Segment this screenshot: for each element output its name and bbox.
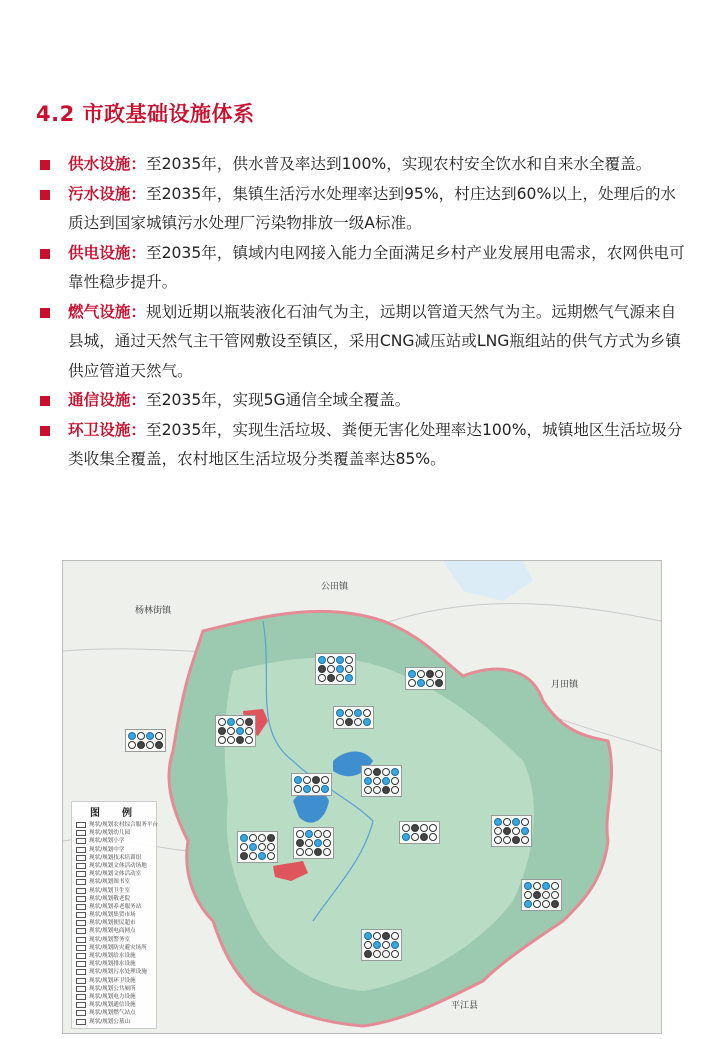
- infrastructure-list: [38, 150, 688, 475]
- facility-cluster: [315, 653, 356, 685]
- legend-label: 现状/规划便民超市: [89, 920, 136, 927]
- legend-symbol-icon: [76, 871, 86, 877]
- bullet-square-icon: [40, 190, 50, 200]
- facility-icon: [327, 674, 335, 682]
- facility-icon: [314, 839, 322, 847]
- facility-cluster: [491, 815, 532, 847]
- legend-label: 现状/规划小学: [89, 838, 125, 845]
- item-label: 通信设施：: [68, 391, 146, 409]
- facility-icon: [494, 827, 502, 835]
- legend-symbol-icon: [76, 822, 86, 828]
- legend-label: 现状/规划文体活动场地: [89, 862, 147, 869]
- facility-icon: [373, 941, 381, 949]
- facility-icon: [512, 836, 520, 844]
- legend-label: 现状/规划敬老院: [89, 895, 131, 902]
- legend-symbol-icon: [76, 945, 86, 951]
- list-item: [38, 180, 688, 239]
- legend-label: 现状/规划电商网点: [89, 928, 136, 935]
- facility-icon: [512, 818, 520, 826]
- town-label-yuetian: 月田镇: [551, 680, 579, 690]
- facility-cluster: [333, 706, 374, 729]
- item-label: 环卫设施：: [68, 420, 146, 439]
- facility-icon: [373, 950, 381, 958]
- facility-icon: [218, 727, 226, 735]
- facility-cluster: [215, 715, 256, 747]
- facility-icon: [524, 900, 532, 908]
- facility-icon: [391, 786, 399, 794]
- legend-label: 现状/规划文体活动室: [89, 871, 142, 878]
- facility-icon: [336, 674, 344, 682]
- legend-label: 现状/规划污水处理设施: [89, 969, 147, 976]
- facility-icon: [240, 852, 248, 860]
- legend-label: 现状/规划电力设施: [89, 993, 136, 1000]
- facility-icon: [521, 836, 529, 844]
- facility-icon: [240, 843, 248, 851]
- facility-icon: [542, 882, 550, 890]
- facility-icon: [321, 785, 329, 793]
- legend-label: 现状/规划公墓山: [89, 1018, 131, 1025]
- facility-cluster: [361, 929, 402, 961]
- legend-title: 图 例: [90, 808, 138, 819]
- facility-icon: [408, 670, 416, 678]
- facility-cluster: [399, 821, 440, 844]
- legend-symbol-icon: [76, 888, 86, 894]
- legend-label: 现状/规划排水设施: [89, 961, 136, 968]
- facility-icon: [373, 786, 381, 794]
- legend-label: 现状/规划幼儿园: [89, 830, 131, 837]
- facility-icon: [345, 674, 353, 682]
- legend-symbol-icon: [76, 896, 86, 902]
- facility-icon: [364, 768, 372, 776]
- legend-symbol-icon: [76, 961, 86, 967]
- facility-icon: [155, 732, 163, 740]
- legend-symbol-icon: [76, 1002, 86, 1008]
- facility-icon: [435, 670, 443, 678]
- legend-label: 现状/规划技术培训组: [89, 854, 142, 861]
- facility-icon: [303, 785, 311, 793]
- item-label: 污水设施：: [68, 184, 146, 203]
- facility-cluster: [405, 667, 446, 690]
- facility-icon: [318, 656, 326, 664]
- facility-icon: [435, 679, 443, 687]
- facility-icon: [249, 852, 257, 860]
- facility-icon: [503, 818, 511, 826]
- facility-icon: [542, 900, 550, 908]
- facility-icon: [391, 932, 399, 940]
- facility-icon: [533, 882, 541, 890]
- facility-icon: [420, 833, 428, 841]
- facility-icon: [364, 777, 372, 785]
- facility-icon: [128, 732, 136, 740]
- facility-icon: [227, 718, 235, 726]
- facility-icon: [391, 768, 399, 776]
- facility-icon: [391, 777, 399, 785]
- list-item: [38, 416, 688, 475]
- legend-symbol-icon: [76, 953, 86, 959]
- facility-icon: [314, 848, 322, 856]
- facility-icon: [146, 732, 154, 740]
- facility-icon: [327, 665, 335, 673]
- facility-icon: [336, 718, 344, 726]
- bullet-square-icon: [40, 396, 50, 406]
- list-item: [38, 386, 688, 416]
- facility-icon: [227, 727, 235, 735]
- facility-icon: [327, 656, 335, 664]
- facility-icon: [128, 741, 136, 749]
- facility-icon: [521, 827, 529, 835]
- facility-icon: [240, 834, 248, 842]
- infrastructure-map: [62, 560, 662, 1034]
- facility-icon: [236, 727, 244, 735]
- facility-icon: [382, 768, 390, 776]
- facility-icon: [321, 776, 329, 784]
- legend-label: 现状/规划环卫设施: [89, 977, 136, 984]
- facility-icon: [503, 827, 511, 835]
- legend-symbol-icon: [76, 904, 86, 910]
- facility-icon: [420, 824, 428, 832]
- legend-symbol-icon: [76, 912, 86, 918]
- item-label: 供水设施：: [68, 155, 146, 173]
- legend-symbol-icon: [76, 969, 86, 975]
- legend-symbol-icon: [76, 879, 86, 885]
- facility-icon: [318, 665, 326, 673]
- facility-icon: [533, 900, 541, 908]
- facility-icon: [245, 718, 253, 726]
- facility-icon: [417, 670, 425, 678]
- town-label-pingjiang: 平江县: [451, 1001, 479, 1011]
- facility-icon: [417, 679, 425, 687]
- legend-label: 现状/规划集贸市场: [89, 912, 136, 919]
- item-text: 规划近期以瓶装液化石油气为主，远期以管道天然气为主。远期燃气气源来自县城，通过天然气主干管网敷设至镇区，采用CNG减压站或LNG瓶组站的供气方式为乡镇供应管道天然气。: [68, 302, 681, 380]
- facility-icon: [524, 891, 532, 899]
- bullet-square-icon: [40, 160, 50, 170]
- bullet-square-icon: [40, 426, 50, 436]
- facility-icon: [345, 665, 353, 673]
- facility-icon: [323, 848, 331, 856]
- facility-icon: [218, 736, 226, 744]
- facility-icon: [382, 932, 390, 940]
- legend-label: 现状/规划养老服务站: [89, 903, 142, 910]
- town-label-gongtian: 公田镇: [321, 582, 349, 592]
- facility-icon: [236, 736, 244, 744]
- item-text: 至2035年，镇域内电网接入能力全面满足乡村产业发展用电需求，农网供电可靠性稳步提升。: [68, 243, 685, 291]
- legend-label: 现状/规划公共厕所: [89, 985, 136, 992]
- facility-icon: [137, 732, 145, 740]
- facility-icon: [296, 839, 304, 847]
- legend-label: 现状/规划燃气站点: [89, 1010, 136, 1017]
- facility-icon: [363, 709, 371, 717]
- facility-icon: [363, 718, 371, 726]
- facility-icon: [303, 776, 311, 784]
- facility-icon: [551, 891, 559, 899]
- legend-symbol-icon: [76, 1010, 86, 1016]
- town-label-yanglin: 杨林街镇: [135, 606, 172, 616]
- legend-label: 现状/规划中学: [89, 846, 125, 853]
- legend-symbol-icon: [76, 847, 86, 853]
- facility-icon: [402, 824, 410, 832]
- list-item: [38, 239, 688, 298]
- facility-icon: [294, 776, 302, 784]
- facility-cluster: [293, 827, 334, 859]
- facility-icon: [429, 824, 437, 832]
- facility-cluster: [361, 765, 402, 797]
- facility-icon: [426, 679, 434, 687]
- facility-icon: [155, 741, 163, 749]
- facility-icon: [294, 785, 302, 793]
- facility-icon: [258, 852, 266, 860]
- facility-icon: [305, 830, 313, 838]
- facility-icon: [542, 891, 550, 899]
- item-label: 燃气设施：: [68, 302, 146, 321]
- facility-icon: [426, 670, 434, 678]
- legend-symbol-icon: [76, 937, 86, 943]
- facility-icon: [249, 843, 257, 851]
- facility-icon: [312, 785, 320, 793]
- facility-icon: [336, 709, 344, 717]
- facility-icon: [267, 834, 275, 842]
- legend-symbol-icon: [76, 994, 86, 1000]
- facility-icon: [364, 786, 372, 794]
- facility-icon: [345, 656, 353, 664]
- facility-icon: [364, 941, 372, 949]
- facility-icon: [249, 834, 257, 842]
- facility-icon: [227, 736, 235, 744]
- facility-icon: [524, 882, 532, 890]
- facility-icon: [318, 674, 326, 682]
- facility-icon: [345, 718, 353, 726]
- item-text: 至2035年，实现5G通信全域全覆盖。: [145, 391, 411, 409]
- legend-item: [72, 1018, 156, 1026]
- facility-icon: [402, 833, 410, 841]
- facility-icon: [364, 932, 372, 940]
- facility-icon: [382, 941, 390, 949]
- bullet-square-icon: [40, 308, 50, 318]
- legend-label: 现状/规划农村综合服务平台: [89, 822, 159, 828]
- facility-icon: [267, 843, 275, 851]
- facility-icon: [137, 741, 145, 749]
- facility-cluster: [291, 773, 332, 796]
- facility-icon: [354, 709, 362, 717]
- facility-icon: [411, 833, 419, 841]
- facility-icon: [391, 941, 399, 949]
- legend-label: 现状/规划给水设施: [89, 953, 136, 959]
- legend-symbol-icon: [76, 838, 86, 844]
- facility-icon: [336, 656, 344, 664]
- legend-symbol-icon: [76, 863, 86, 869]
- list-item: [38, 150, 688, 180]
- facility-icon: [382, 786, 390, 794]
- facility-icon: [354, 718, 362, 726]
- legend-symbol-icon: [76, 920, 86, 926]
- facility-icon: [408, 679, 416, 687]
- facility-cluster: [237, 831, 278, 863]
- bullet-square-icon: [40, 249, 50, 259]
- facility-icon: [267, 852, 275, 860]
- section-heading: 4.2 市政基础设施体系: [36, 102, 255, 126]
- facility-icon: [512, 827, 520, 835]
- facility-icon: [373, 768, 381, 776]
- legend-symbol-icon: [76, 986, 86, 992]
- legend-symbol-icon: [76, 978, 86, 984]
- legend-symbol-icon: [76, 855, 86, 861]
- facility-icon: [391, 950, 399, 958]
- facility-icon: [382, 950, 390, 958]
- legend-symbol-icon: [76, 830, 86, 836]
- facility-cluster: [521, 879, 562, 911]
- facility-icon: [305, 839, 313, 847]
- facility-icon: [382, 777, 390, 785]
- legend-label: 现状/规划警务室: [89, 936, 131, 943]
- facility-icon: [296, 830, 304, 838]
- facility-icon: [364, 950, 372, 958]
- facility-icon: [305, 848, 313, 856]
- facility-icon: [411, 824, 419, 832]
- facility-icon: [245, 736, 253, 744]
- facility-icon: [323, 830, 331, 838]
- facility-icon: [494, 818, 502, 826]
- facility-icon: [323, 839, 331, 847]
- facility-icon: [245, 727, 253, 735]
- list-item: [38, 298, 688, 387]
- facility-icon: [146, 741, 154, 749]
- facility-icon: [258, 843, 266, 851]
- item-text: 至2035年，供水普及率达到100%，实现农村安全饮水和自来水全覆盖。: [145, 155, 652, 173]
- facility-icon: [533, 891, 541, 899]
- legend-label: 现状/规划通信设施: [89, 1002, 136, 1009]
- facility-icon: [314, 830, 322, 838]
- legend-symbol-icon: [76, 1019, 86, 1025]
- facility-icon: [373, 932, 381, 940]
- item-label: 供电设施：: [68, 243, 146, 262]
- facility-icon: [258, 834, 266, 842]
- facility-icon: [551, 900, 559, 908]
- facility-icon: [218, 718, 226, 726]
- facility-icon: [494, 836, 502, 844]
- facility-icon: [336, 665, 344, 673]
- facility-icon: [345, 709, 353, 717]
- item-text: 至2035年，集镇生活污水处理率达到95%，村庄达到60%以上，处理后的水质达到国家城镇污水处理厂污染物排放一级A标准。: [68, 184, 677, 232]
- legend-label: 现状/规划图书室: [89, 879, 131, 886]
- legend-label: 现状/规划卫生室: [89, 887, 131, 894]
- facility-cluster: [125, 729, 166, 752]
- item-text: 至2035年，实现生活垃圾、粪便无害化处理率达100%，城镇地区生活垃圾分类收集全覆盖，农村地区生活垃圾分类覆盖率达85%。: [68, 420, 683, 468]
- facility-icon: [551, 882, 559, 890]
- facility-icon: [236, 718, 244, 726]
- legend-label: 现状/规划防灾避灾场所: [89, 944, 147, 951]
- facility-icon: [429, 833, 437, 841]
- facility-icon: [503, 836, 511, 844]
- map-legend: [71, 801, 157, 1029]
- facility-icon: [312, 776, 320, 784]
- facility-icon: [296, 848, 304, 856]
- facility-icon: [521, 818, 529, 826]
- facility-icon: [373, 777, 381, 785]
- legend-symbol-icon: [76, 928, 86, 934]
